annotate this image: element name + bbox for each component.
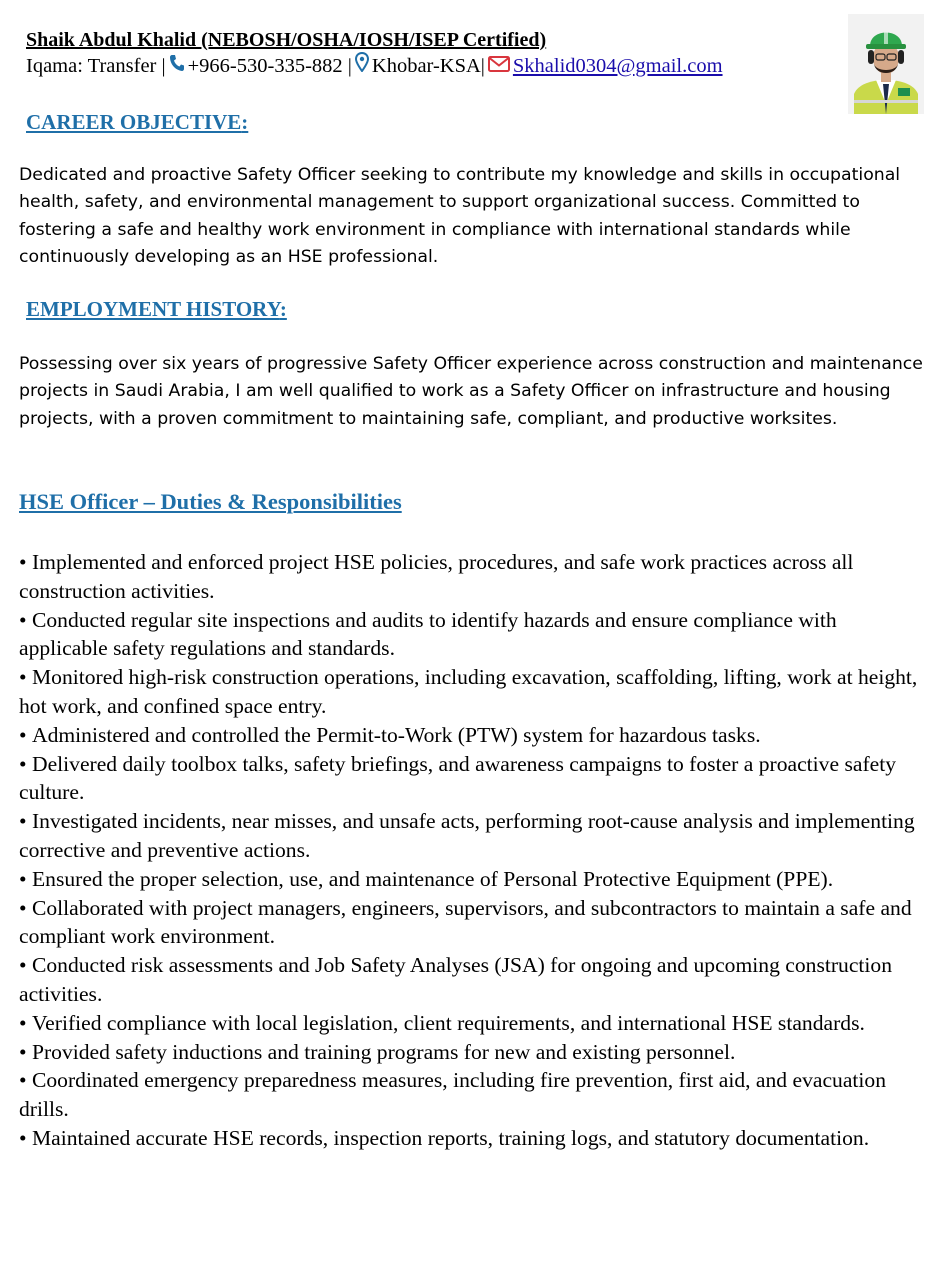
envelope-icon — [488, 53, 510, 79]
list-item: • Verified compliance with local legislation, client requirements, and international HSE standards. — [19, 1009, 927, 1038]
employment-history-title: EMPLOYMENT HISTORY — [26, 297, 280, 321]
list-item: • Investigated incidents, near misses, and unsafe acts, performing root-cause analysis and implementing corrective and preventive actions. — [19, 807, 927, 865]
phone-icon — [169, 53, 185, 79]
list-item: • Coordinated emergency preparedness measures, including fire prevention, first aid, and evacuation drills. — [19, 1066, 927, 1124]
list-item: • Maintained accurate HSE records, inspection reports, training logs, and statutory documentation. — [19, 1124, 927, 1153]
employment-history-heading — [26, 297, 287, 322]
candidate-name: Shaik Abdul Khalid (NEBOSH/OSHA/IOSH/ISEP Certified) — [26, 29, 547, 51]
list-item: • Implemented and enforced project HSE policies, procedures, and safe work practices across all construction activities. — [19, 548, 927, 606]
phone-number: +966-530-335-882 | — [187, 54, 352, 77]
career-objective-text: Dedicated and proactive Safety Officer seeking to contribute my knowledge and skills in occupational health, safety, and environmental management to support organizational success. Committed to fostering a safe and healthy work environment in compliance with international standards while continuously developing as an HSE professional. — [19, 165, 901, 267]
list-item: • Delivered daily toolbox talks, safety briefings, and awareness campaigns to foster a proactive safety culture. — [19, 750, 927, 808]
list-item: • Collaborated with project managers, engineers, supervisors, and subcontractors to maintain a safe and compliant work environment. — [19, 894, 927, 952]
employment-history-colon: : — [279, 297, 287, 321]
career-objective-title: CAREER OBJECTIVE — [26, 110, 242, 134]
iqama-status: Iqama: Transfer | — [26, 54, 166, 77]
list-item: • Conducted regular site inspections and audits to identify hazards and ensure compliance with applicable safety regulations and standards. — [19, 606, 927, 664]
email-link[interactable]: Skhalid0304@gmail.com — [512, 54, 723, 77]
list-item: • Ensured the proper selection, use, and maintenance of Personal Protective Equipment (PPE). — [19, 865, 927, 894]
list-item: • Provided safety inductions and training programs for new and existing personnel. — [19, 1038, 927, 1067]
location-pin-icon — [355, 52, 369, 79]
career-objective-colon: : — [241, 110, 249, 134]
profile-photo — [848, 14, 924, 114]
duties-list — [19, 548, 927, 1153]
resume-header — [26, 28, 836, 79]
location: Khobar-KSA| — [371, 54, 485, 77]
contact-line — [26, 52, 836, 79]
duties-heading: HSE Officer – Duties & Responsibilities — [19, 489, 402, 514]
employment-history-text: Possessing over six years of progressive Safety Officer experience across construction and maintenance projects in Saudi Arabia, I am well qualified to work as a Safety Officer on infrastructure and housing projects, with a proven commitment to maintaining safe, compliant, and productive worksites. — [19, 354, 923, 429]
list-item: • Administered and controlled the Permit-to-Work (PTW) system for hazardous tasks. — [19, 721, 927, 750]
list-item: • Monitored high-risk construction operations, including excavation, scaffolding, lifting, work at height, hot work, and confined space entry. — [19, 663, 927, 721]
list-item: • Conducted risk assessments and Job Safety Analyses (JSA) for ongoing and upcoming construction activities. — [19, 951, 927, 1009]
career-objective-heading — [26, 110, 248, 135]
